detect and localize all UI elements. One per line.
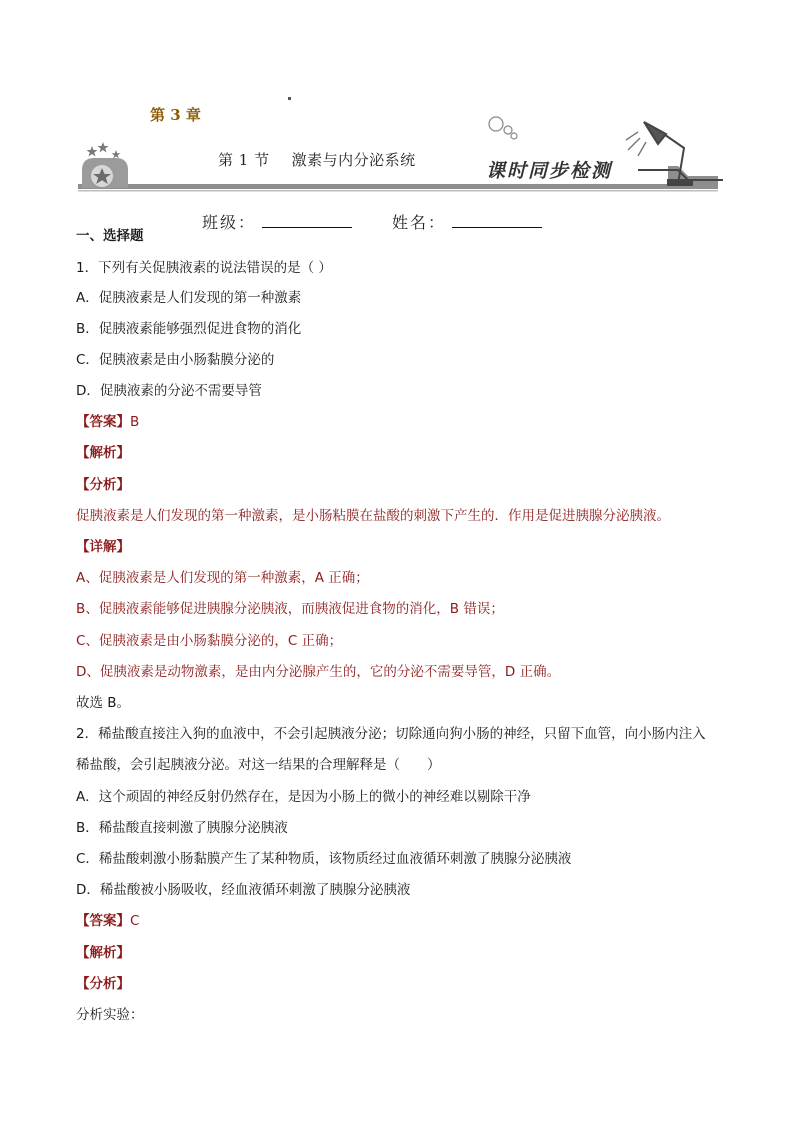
section-title	[218, 149, 416, 170]
q1-conclusion: 故选 B。	[76, 695, 131, 711]
badge-title: 课时同步检测	[486, 160, 613, 182]
q2-answer	[76, 912, 139, 930]
q2-option-c: C．稀盐酸刺激小肠黏膜产生了某种物质，该物质经过血液循环刺激了胰腺分泌胰液	[76, 851, 572, 867]
q2-option-a: A．这个顽固的神经反射仍然存在，是因为小肠上的微小的神经难以剔除干净	[76, 789, 531, 805]
q1-stem: 1．下列有关促胰液素的说法错误的是（ ）	[76, 260, 332, 276]
section-heading: 一、选择题	[76, 228, 144, 244]
name-field[interactable]	[392, 210, 542, 233]
header-banner	[78, 100, 723, 196]
q1-answer	[76, 413, 139, 431]
q2-option-b: B．稀盐酸直接刺激了胰腺分泌胰液	[76, 820, 288, 836]
q2-jiexi: 【解析】	[76, 945, 130, 961]
section-number: 第 1 节	[218, 151, 270, 169]
q2-fenxi: 【分析】	[76, 976, 130, 992]
answer-tag: 【答案】	[76, 913, 130, 929]
answer-tag: 【答案】	[76, 414, 130, 430]
q1-option-d: D．促胰液素的分泌不需要导管	[76, 383, 262, 399]
section-name: 激素与内分泌系统	[291, 151, 416, 169]
class-blank[interactable]	[262, 213, 352, 228]
answer-value: C	[130, 913, 140, 929]
q1-detail-a: A、促胰液素是人们发现的第一种激素，A 正确；	[76, 570, 369, 586]
q2-stem-line1: 2．稀盐酸直接注入狗的血液中，不会引起胰液分泌；切除通向狗小肠的神经，只留下血管，向小肠内注入	[76, 726, 706, 742]
q1-option-c: C．促胰液素是由小肠黏膜分泌的	[76, 352, 275, 368]
answer-value: B	[130, 414, 140, 430]
q1-option-a: A．促胰液素是人们发现的第一种激素	[76, 290, 302, 306]
q1-xiangjie: 【详解】	[76, 539, 130, 555]
chapter-label: 第 3 章	[150, 106, 201, 124]
q1-detail-b: B、促胰液素能够促进胰腺分泌胰液，而胰液促进食物的消化，B 错误；	[76, 601, 504, 617]
q1-option-b: B．促胰液素能够强烈促进食物的消化	[76, 321, 302, 337]
bubbles-icon	[489, 117, 517, 139]
q2-option-d: D．稀盐酸被小肠吸收，经血液循环刺激了胰腺分泌胰液	[76, 882, 411, 898]
q1-jiexi: 【解析】	[76, 445, 130, 461]
q2-fenxi-text: 分析实验：	[76, 1007, 144, 1023]
q1-detail-c: C、促胰液素是由小肠黏膜分泌的，C 正确；	[76, 633, 343, 649]
name-label: 姓名：	[392, 213, 447, 232]
class-field[interactable]	[202, 210, 352, 233]
q1-detail-d: D、促胰液素是动物激素，是由内分泌腺产生的，它的分泌不需要导管，D 正确。	[76, 664, 561, 680]
class-label: 班级：	[202, 213, 257, 232]
name-blank[interactable]	[452, 213, 542, 228]
q2-stem-line2: 稀盐酸，会引起胰液分泌。对这一结果的合理解释是（ ）	[76, 757, 441, 773]
q1-fenxi-text: 促胰液素是人们发现的第一种激素，是小肠粘膜在盐酸的刺激下产生的．作用是促进胰腺分泌胰液。	[76, 508, 670, 524]
q1-fenxi: 【分析】	[76, 477, 130, 493]
star-badge-icon	[82, 142, 128, 188]
